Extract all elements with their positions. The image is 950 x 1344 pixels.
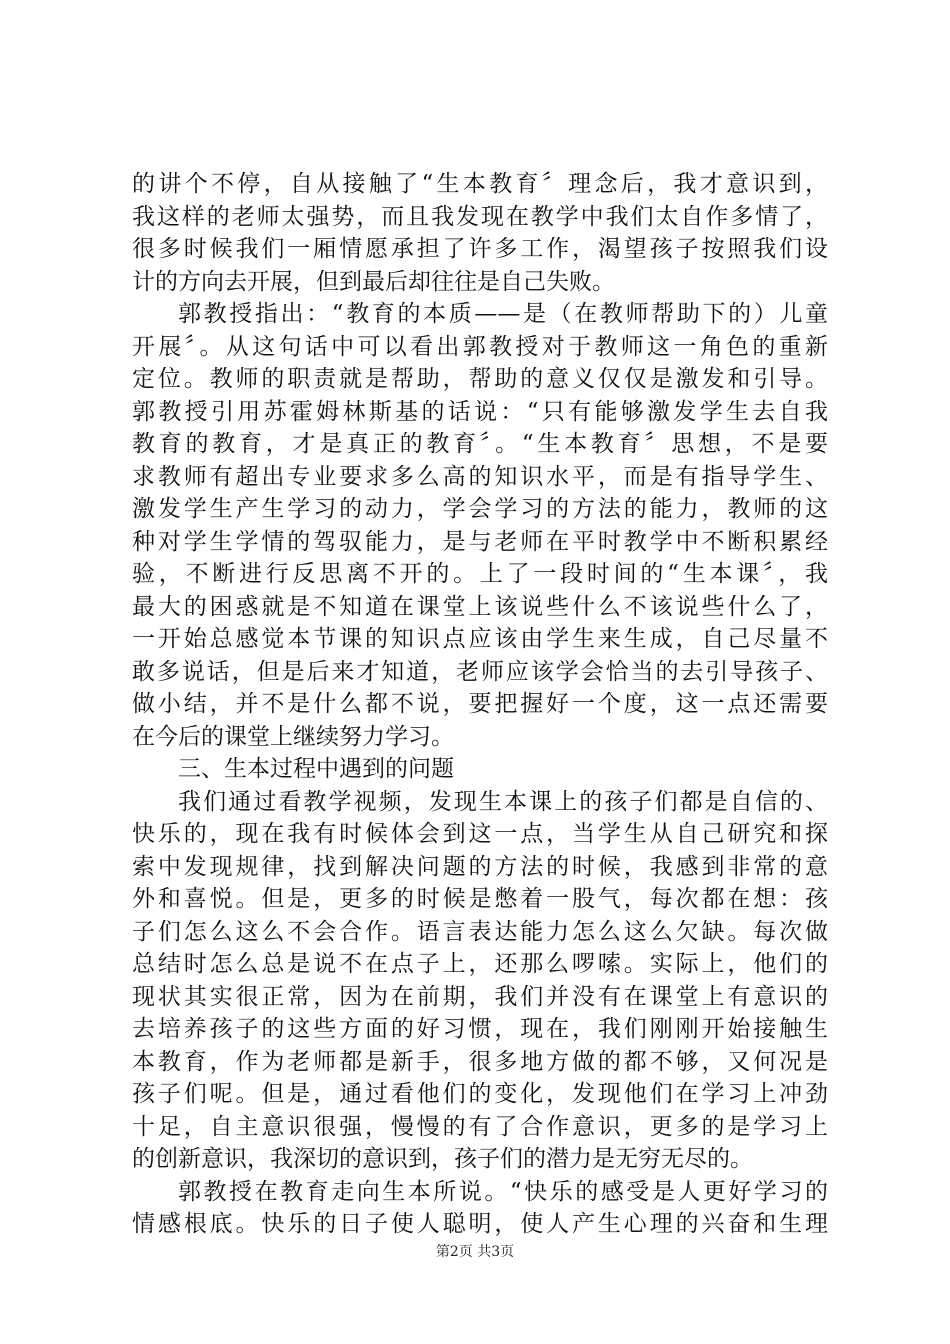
text-line: 十足，自主意识很强，慢慢的有了合作意识，更多的是学习上	[132, 1113, 828, 1140]
text-line: 去培养孩子的这些方面的好习惯，现在，我们刚刚开始接触生	[132, 1016, 828, 1042]
text-line: 教育的教育，才是真正的教育〞。“生本教育〞思想，不是要	[132, 431, 828, 457]
text-line: 快乐的，现在我有时候体会到这一点，当学生从自己研究和探	[132, 821, 828, 847]
text-line: 郭教授引用苏霍姆林斯基的话说：“只有能够激发学生去自我	[132, 398, 828, 425]
text-line: 现状其实很正常，因为在前期，我们并没有在课堂上有意识的	[132, 983, 828, 1010]
text-line: 总结时怎么总是说不在点子上，还那么啰嗦。实际上，他们的	[132, 951, 828, 977]
text-line: 做小结，并不是什么都不说，要把握好一个度，这一点还需要	[132, 691, 828, 717]
text-line: 在今后的课堂上继续努力学习。	[132, 723, 454, 750]
text-line: 最大的困惑就是不知道在课堂上该说些什么不该说些什么了，	[132, 593, 828, 620]
text-line: 激发学生产生学习的动力，学会学习的方法的能力，教师的这	[132, 496, 828, 522]
text-line: 开展〞。从这句话中可以看出郭教授对于教师这一角色的重新	[132, 333, 828, 360]
page-number-footer: 第2页 共3页	[435, 1244, 515, 1260]
text-line: 子们怎么这么不会合作。语言表达能力怎么这么欠缺。每次做	[132, 918, 828, 945]
text-line: 外和喜悦。但是，更多的时候是憋着一股气，每次都在想：孩	[132, 886, 828, 912]
text-line: 一开始总感觉本节课的知识点应该由学生来生成，自己尽量不	[132, 626, 828, 652]
text-line: 索中发现规律，找到解决问题的方法的时候，我感到非常的意	[132, 853, 828, 880]
text-line: 的创新意识，我深切的意识到，孩子们的潜力是无穷无尽的。	[132, 1146, 753, 1172]
text-line: 孩子们呢。但是，通过看他们的变化，发现他们在学习上冲劲	[132, 1081, 828, 1107]
text-line: 种对学生学情的驾驭能力，是与老师在平时教学中不断积累经	[132, 528, 828, 555]
text-line: 很多时候我们一厢情愿承担了许多工作，渴望孩子按照我们设	[132, 236, 828, 262]
text-line: 郭教授在教育走向生本所说。“快乐的感受是人更好学习的	[178, 1178, 828, 1205]
document-body	[132, 168, 828, 1241]
text-line: 验，不断进行反思离不开的。上了一段时间的“生本课〞，我	[132, 561, 828, 587]
text-line: 求教师有超出专业要求多么高的知识水平，而是有指导学生、	[132, 463, 828, 490]
text-line: 我们通过看教学视频，发现生本课上的孩子们都是自信的、	[178, 788, 828, 815]
text-line: 的讲个不停，自从接触了“生本教育〞理念后，我才意识到，	[132, 171, 828, 197]
section-heading: 三、生本过程中遇到的问题	[178, 756, 454, 782]
text-line: 敢多说话，但是后来才知道，老师应该学会恰当的去引导孩子、	[132, 658, 828, 685]
text-line: 我这样的老师太强势，而且我发现在教学中我们太自作多情了，	[132, 203, 828, 230]
text-line: 定位。教师的职责就是帮助，帮助的意义仅仅是激发和引导。	[132, 366, 828, 392]
text-line: 郭教授指出：“教育的本质——是（在教师帮助下的）儿童	[178, 301, 828, 327]
text-line: 本教育，作为老师都是新手，很多地方做的都不够，又何况是	[132, 1048, 828, 1075]
text-line: 计的方向去开展，但到最后却往往是自己失败。	[132, 268, 615, 295]
text-line: 情感根底。快乐的日子使人聪明，使人产生心理的兴奋和生理	[132, 1211, 828, 1237]
